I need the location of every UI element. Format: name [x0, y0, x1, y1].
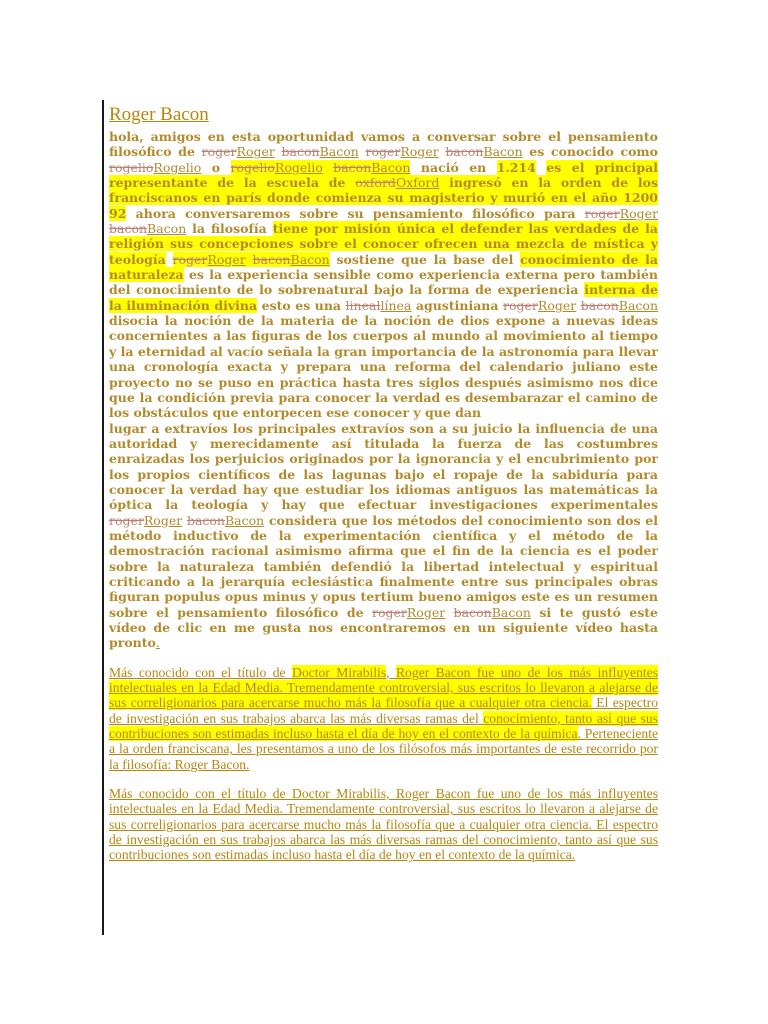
inserted-text: Roger [207, 251, 246, 267]
document-title: Roger Bacon [109, 104, 209, 125]
deleted-text: roger [109, 512, 144, 528]
inserted-text: Bacon [491, 604, 531, 620]
deleted-text: roger [365, 144, 401, 160]
inserted-text: Bacon [290, 251, 330, 267]
highlight: tiene por misión única el defender las verdades de la religión sus concepciones sobre el conocer ofrecen una mezcla de mística y teología [109, 221, 658, 267]
inserted-paragraph: Más conocido con el título de Doctor Mirabilis, Roger Bacon fue uno de los más influyentes intelectuales en la Edad Media. Tremendamente controversial, sus escritos lo llevaron a alejarse de sus correligionarios para acercarse mucho más la filosofía que a cualquier otra ciencia. El espectro de investigación en sus trabajos abarca las más diversas ramas del conocimiento, tanto así que sus contribuciones son estimadas incluso hasta el día de hoy en el contexto de la química. [109, 786, 658, 863]
inserted-text: Bacon [147, 221, 187, 237]
transcript-paragraph: hola, amigos en esta oportunidad vamos a conversar sobre el pensamiento filosófico de rogerRoger baconBacon rogerRoger baconBacon es conocido como rogelioRogelio o rogelioRogelio baconBacon nació en 1.214 es el principal representante de la escuela de oxfordOxford ingresó en la orden de los franciscanos en parís donde comienza su magisterio y murió en el año 1200 92 ahora conversaremos sobre su pensamiento filosófico para rogerRoger baconBacon la filosofía tiene por misión única el defender las verdades de la religión sus concepciones sobre el conocer ofrecen una mezcla de mística y teología rogerRoger baconBacon sostiene que la base del conocimiento de la naturaleza es la experiencia sensible como experiencia externa pero también del conocimiento de lo sobrenatural bajo la forma de experiencia interna de la iluminación divina esto es una lineallínea agustiniana rogerRoger baconBacon disocia la noción de la materia de la noción de dios expone a nuevas ideas concernientes a las figuras de los cuerpos al mundo al movimiento al tiempo y la eternidad al vacío señala la gran importancia de la astronomía para llevar una cronología exacta y prepara una reforma del calendario juliano este proyecto no se puso en práctica hasta tres siglos después asimismo nos dice que la condición previa para conocer la verdad es desembarazar el camino de los obstáculos que entorpecen ese conocer y que dan lugar a extravíos los principales extravíos son a su juicio la influencia de una autoridad y merecidamente así titulada la fuerza de las costumbres enraizadas los perjuicios originados por la ignorancia y el encubrimiento por los propios científicos de las lagunas bajo el ropaje de la sabiduría para conocer la verdad hay que estudiar los idiomas antiguos las matemáticas la óptica la teología y hay que efectuar investigaciones experimentales rogerRoger baconBacon considera que los métodos del conocimiento son dos el método inductivo de la experimentación científica y el método de la demostración racional asimismo afirma que el fin de la ciencia es el poder sobre la naturaleza también defendió la libertad intelectual y espiritual criticando a la jerarquía eclesiástica finalmente entre sus principales obras figuran populus opus minus y opus tertium bueno amigos este es un resumen sobre el pensamiento filosófico de rogerRoger baconBacon si te gustó este vídeo de clic en me gusta nos encontraremos en un siguiente vídeo hasta pronto. [109, 129, 659, 651]
deleted-text: bacon [186, 512, 225, 528]
highlight [173, 252, 330, 267]
document-body [109, 103, 658, 863]
highlight: Roger Bacon fue uno de los más influyentes intelectuales en la Edad Media. Tremendamente controversial, sus escritos lo llevaron a alejarse de sus correligionarios para acercarse mucho más la filosofía que a cualquier otra ciencia. [109, 664, 658, 711]
highlight: conocimiento de la naturaleza [109, 251, 659, 283]
inserted-text: Roger [236, 144, 275, 160]
inserted-text: Oxford [395, 175, 440, 191]
deleted-text: bacon [109, 221, 148, 237]
inserted-text: línea [380, 297, 412, 313]
deleted-text: roger [172, 251, 208, 267]
inserted-text: Bacon [371, 159, 411, 175]
inserted-text: Roger [143, 512, 183, 528]
inserted-text: Rogelio [274, 159, 323, 175]
deleted-text: bacon [252, 251, 291, 267]
highlight: interna de la iluminación divina [109, 282, 658, 313]
inserted-text: Roger [619, 205, 658, 221]
inserted-paragraph-highlighted: Más conocido con el título de Doctor Mirabilis, Roger Bacon fue uno de los más influyentes intelectuales en la Edad Media. Tremendamente controversial, sus escritos lo llevaron a alejarse de sus correligionarios para acercarse mucho más la filosofía que a cualquier otra ciencia. El espectro de investigación en sus trabajos abarca las más diversas ramas del conocimiento, tanto así que sus contribuciones son estimadas incluso hasta el día de hoy en el contexto de la química. Perteneciente a la orden franciscana, les presentamos a uno de los filósofos más importantes de este recorrido por la filosofía: Roger Bacon. [109, 664, 658, 772]
deleted-text: rogelio [230, 159, 275, 175]
inserted-text: Bacon [224, 512, 265, 528]
deleted-text: oxford [355, 175, 396, 191]
deleted-text: lineal [345, 297, 381, 313]
inserted-text: Bacon [319, 144, 359, 160]
highlight: conocimiento, tanto así que sus contribuciones son estimadas incluso hasta el día de hoy en el contexto de la química [109, 710, 658, 742]
inserted-text: . [155, 635, 160, 651]
deleted-text: bacon [445, 144, 484, 160]
deleted-text: roger [372, 604, 407, 620]
deleted-text: rogelio [109, 159, 154, 175]
deleted-text: bacon [580, 297, 619, 313]
deleted-text: roger [201, 144, 237, 160]
inserted-text: Bacon [618, 297, 658, 313]
inserted-text: Rogelio [153, 159, 202, 175]
highlight: Doctor Mirabilis [292, 664, 387, 680]
highlight [231, 160, 411, 175]
deleted-text: roger [584, 205, 620, 221]
inserted-text: Roger [537, 297, 577, 313]
deleted-text: roger [503, 297, 538, 313]
highlight: 1.214 [496, 159, 536, 175]
deleted-text: bacon [333, 159, 372, 175]
inserted-text: Roger [400, 144, 439, 160]
highlight: es el principal representante de la escuela de oxfordOxford ingresó en la orden de los franciscanos en parís donde comienza su magisterio y murió en el año 1200 92 [109, 159, 658, 221]
inserted-text: Bacon [483, 144, 523, 160]
deleted-text: bacon [453, 604, 492, 620]
change-bar [102, 100, 104, 935]
deleted-text: bacon [281, 144, 320, 160]
inserted-text: Roger [406, 604, 446, 620]
